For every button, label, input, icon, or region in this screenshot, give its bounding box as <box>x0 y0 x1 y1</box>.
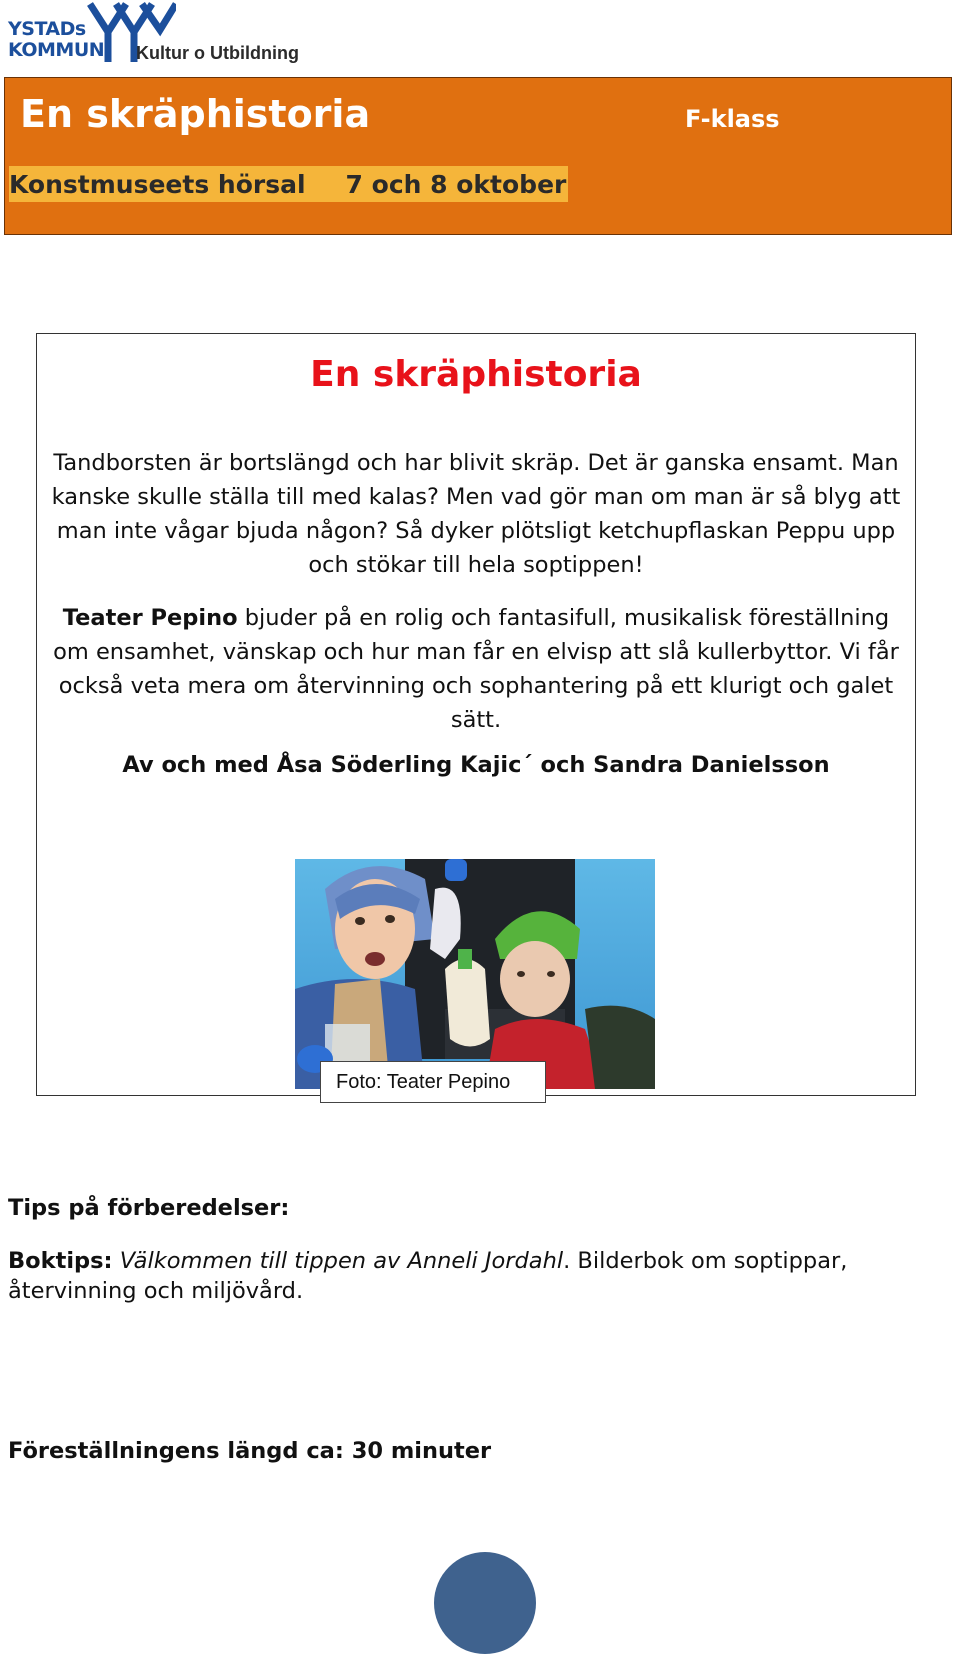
logo-text-kommun: KOMMUN <box>8 39 105 61</box>
grade-label: F-klass <box>685 105 780 133</box>
booktip-paragraph <box>8 1246 943 1306</box>
logo-text-ystads: YSTADs <box>8 18 86 40</box>
duration-line: Föreställningens längd ca: 30 minuter <box>8 1438 492 1464</box>
venue-date-highlight <box>9 166 568 202</box>
ystad-kommun-logo <box>8 2 308 68</box>
theatre-paragraph-text: bjuder på en rolig och fantasifull, musikalisk föreställning om ensamhet, vänskap och hur man får en elvisp att slå kullerbyttor. Vi får också veta mera om återvinning och sophantering på ett klurigt och galet sätt. <box>53 605 899 733</box>
credits-line: Av och med Åsa Söderling Kajic´ och Sandra Danielsson <box>122 752 830 778</box>
description-paragraph: Tandborsten är bortslängd och har blivit skräp. Det är ganska ensamt. Man kanske skulle ställa till med kalas? Men vad gör man om man är så blyg att man inte vågar bjuda någon? Så dyker plötsligt ketchupflaskan Peppu upp och stökar till hela soptippen! <box>51 450 901 578</box>
decorative-circle <box>434 1552 536 1654</box>
logo-subtitle: Kultur o Utbildning <box>136 43 299 63</box>
banner-title: En skräphistoria <box>20 92 371 136</box>
theatre-name: Teater Pepino <box>62 605 238 631</box>
header-banner <box>4 77 952 235</box>
show-title: En skräphistoria <box>310 354 642 395</box>
venue-label: Konstmuseets hörsal <box>9 169 306 199</box>
performers-photo-illustration <box>295 859 655 1089</box>
booktip-label: Boktips: <box>8 1248 113 1274</box>
performers-photo <box>295 859 655 1089</box>
tips-heading: Tips på förberedelser: <box>8 1195 290 1221</box>
theatre-paragraph <box>45 601 907 737</box>
booktip-title: Välkommen till tippen av Anneli Jordahl <box>119 1248 564 1274</box>
date-label: 7 och 8 oktober <box>345 169 567 199</box>
booktip-description: . Bilderbok om soptippar, återvinning och miljövård. <box>8 1248 848 1304</box>
photo-caption: Foto: Teater Pepino <box>320 1061 546 1103</box>
